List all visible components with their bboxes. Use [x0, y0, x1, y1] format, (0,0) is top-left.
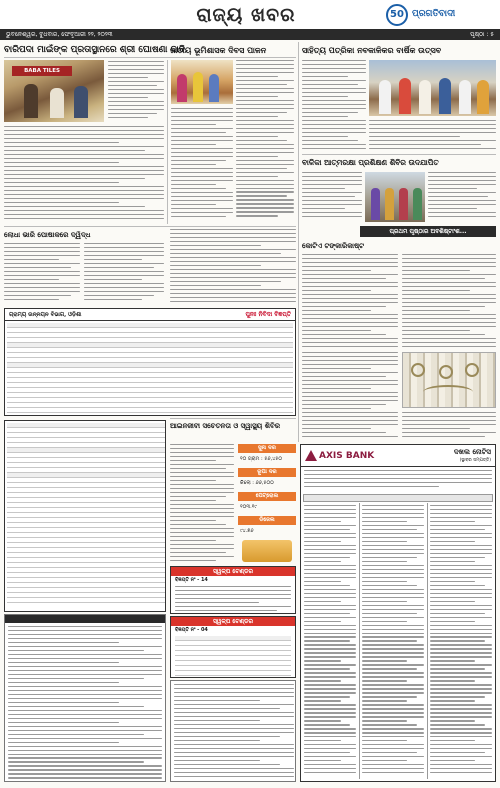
gold-value: ୧୦ ଗ୍ରାମ : ୫୬,୪୫୦	[240, 456, 283, 462]
continuation-title: ପ୍ରଥମ ପୃଷ୍ଠାର ଅବଶିଷ୍ଟାଂଶ...	[389, 228, 467, 235]
tender-notice-1b	[4, 420, 166, 612]
section-title: ରାଜ୍ୟ ଖବର	[196, 4, 296, 26]
tender2-number: ବିଜ୍ଞପ୍ତି ନଂ - 14	[175, 577, 208, 583]
petrol-label: ପେଟ୍ରୋଲ	[255, 493, 279, 499]
petrol-value: ୧୦୩.୧୯	[240, 504, 257, 510]
silver-label: ରୂପା ଦର	[257, 469, 277, 475]
story3-photo	[369, 60, 496, 116]
story6-headline-visible: ଆଇନଜୀବୀ ସଚେତନତା ଓ ସ୍ୱାସ୍ଥ୍ୟ ଶିବିର	[170, 421, 281, 430]
masthead	[0, 0, 500, 30]
story4-photo	[365, 172, 425, 222]
story2-headline: ଜାତୀୟ ଭୂମିଶାସକ ଦିବସ ପାଳନ	[170, 45, 267, 55]
axis-bank-name: AXIS BANK	[319, 451, 375, 461]
date-text: ଭୁବନେଶ୍ୱର, ବୁଧବାର, ଫେବୃଆରୀ ୨୨, ୨୦୨୩	[6, 31, 113, 38]
page-number: ପୃଷ୍ଠା : ୫	[470, 31, 494, 38]
story4-headline: ବାଳିକା ଆତ୍ମରକ୍ଷା ପ୍ରଶିକ୍ଷଣ ଶିବିର ଉଦଯାପିତ	[302, 158, 439, 167]
axis-bank-logo-icon	[305, 450, 317, 461]
story1-headline: ବାରିପଦା ମାଇଁଙ୍କ ପ୍ରତାସ୍ଥାନରେ ଶ୍ରୀ ଘୋଷଣା ଦାବି	[4, 45, 185, 55]
price-widget	[238, 444, 296, 564]
dateline-bar	[0, 29, 500, 40]
story1-photo	[4, 60, 104, 122]
gold-label: ସୁନା ଦର	[258, 445, 276, 451]
tender2-title: ସ୍ୱଳ୍ପ ଟେଣ୍ଡର	[212, 568, 254, 575]
silver-value: କିଲୋ : ୬୬,୫୦୦	[240, 480, 274, 486]
story2-photo	[171, 60, 233, 104]
photo1-banner: BABA TILES	[12, 66, 72, 76]
jewellery-photo	[402, 352, 496, 408]
tender-notice-2	[170, 566, 296, 614]
diesel-value: ୯୪.୭୬	[240, 528, 254, 534]
tender1-dept: ଗ୍ରାମ୍ୟ ଉନ୍ନୟନ ବିଭାଗ, ଓଡ଼ିଶା	[9, 312, 82, 318]
axis-notice-subtitle: (ସ୍ଥାବର ସମ୍ପତ୍ତି)	[459, 458, 491, 463]
anniversary-logo-icon: 50	[386, 4, 408, 26]
classified-notices-2	[170, 680, 296, 782]
story3-headline: ସାହିତ୍ୟ ପତ୍ରିକା ନବକାଳିକର ବାର୍ଷିକ ଉତ୍ସବ	[302, 45, 442, 55]
newspaper-logo: ପ୍ରଗତିବାଦୀ	[412, 9, 456, 19]
diesel-label: ଡିଜେଲ	[259, 517, 275, 523]
tender3-number: ବିଜ୍ଞପ୍ତି ନଂ - 04	[175, 627, 208, 633]
axis-bank-notice	[300, 444, 496, 782]
axis-notice-title: ଦଖଲ ନୋଟିସ	[453, 448, 491, 456]
tender3-title: ସ୍ୱଳ୍ପ ଟେଣ୍ଡର	[212, 618, 254, 625]
tender1-title: ପୁନଃ ନିବିଦା ବିଜ୍ଞପ୍ତି	[245, 311, 291, 318]
story7-headline: କୋଟିଏ ଟଙ୍କାରିକାଷ୍ଟ	[302, 241, 364, 250]
continuation-header	[360, 226, 496, 237]
classified-notices	[4, 614, 166, 782]
tender-notice-1	[4, 308, 296, 416]
tender-notice-3	[170, 616, 296, 678]
story5-headline: ଲୋଧା ଭାରି ପୋଷାକରେ ଦ୍ୱିଦ୍ଧ	[4, 230, 91, 239]
